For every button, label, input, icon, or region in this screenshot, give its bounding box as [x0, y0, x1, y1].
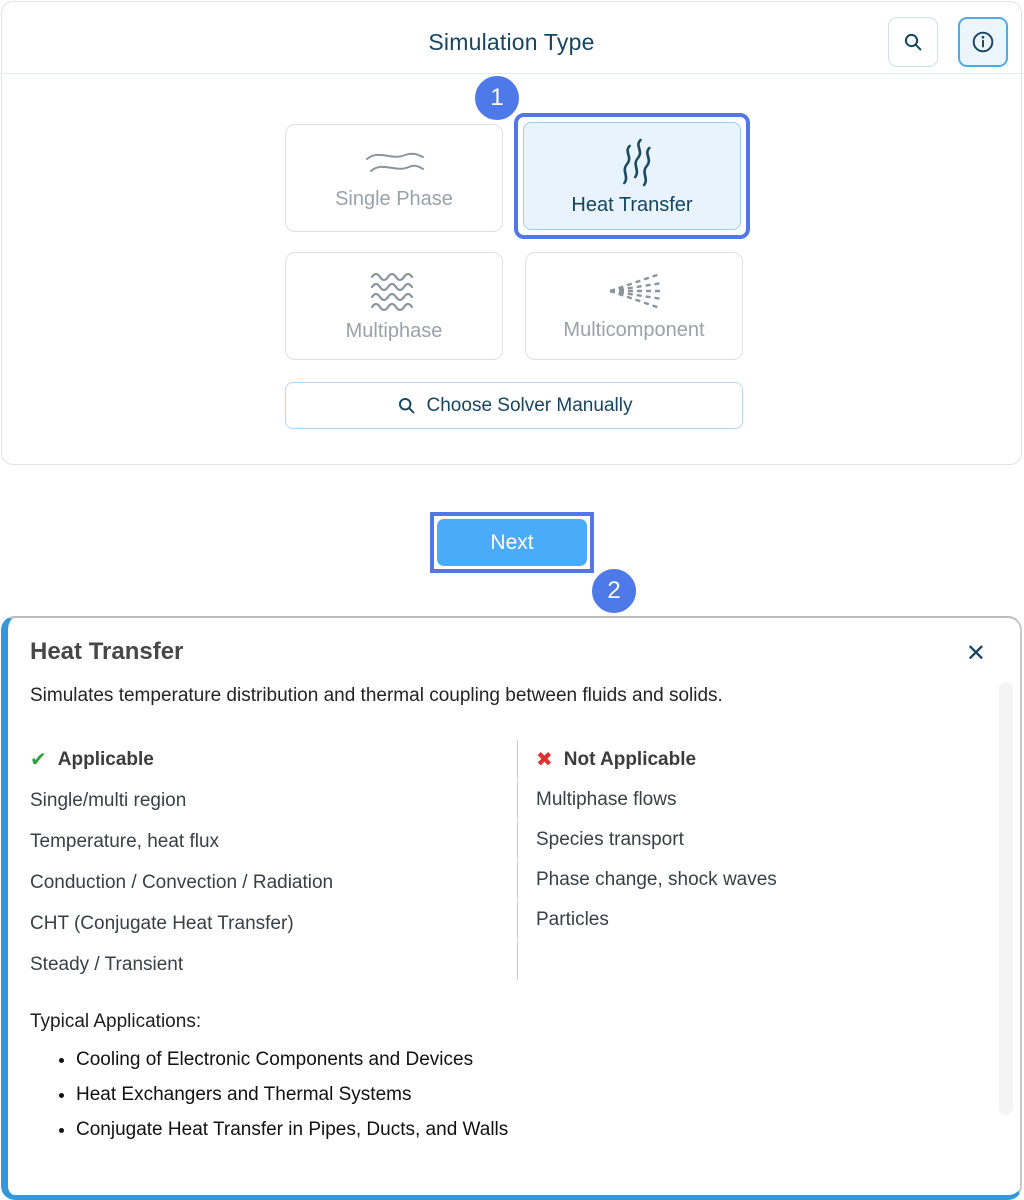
- next-button[interactable]: Next: [437, 519, 587, 566]
- scrollbar-thumb[interactable]: [999, 682, 1013, 1115]
- list-item: • Conjugate Heat Transfer in Pipes, Ducts, and Walls: [76, 1119, 986, 1141]
- list-item: Steady / Transient: [30, 953, 184, 975]
- header-divider: [3, 73, 1024, 74]
- flame-icon: [609, 136, 655, 190]
- info-panel-description: Simulates temperature distribution and thermal coupling between fluids and solids.: [30, 685, 723, 706]
- typical-applications-label: Typical Applications:: [30, 1011, 202, 1032]
- search-button[interactable]: [888, 17, 938, 67]
- card-multiphase[interactable]: [285, 252, 503, 360]
- card-heat-transfer-label: Heat Transfer: [571, 193, 693, 216]
- not-applicable-column: [517, 739, 986, 985]
- info-icon: [970, 29, 996, 55]
- flow-waves-icon: [361, 146, 427, 180]
- list-item: Particles: [517, 900, 986, 939]
- applicable-column: [30, 739, 517, 985]
- stacked-waves-icon: [368, 270, 420, 312]
- check-icon: ✔: [30, 749, 47, 771]
- simulation-type-panel: [1, 1, 1022, 465]
- applicability-columns: [30, 739, 986, 985]
- card-single-phase-label: Single Phase: [335, 187, 453, 210]
- card-multiphase-label: Multiphase: [345, 319, 443, 342]
- list-item: Multiphase flows: [517, 780, 986, 819]
- heat-transfer-info-panel: [1, 616, 1022, 1200]
- not-applicable-header: Not Applicable: [563, 748, 697, 770]
- annotation-badge-2: 2: [590, 567, 638, 615]
- card-heat-transfer[interactable]: [523, 122, 741, 230]
- page-title: Simulation Type: [428, 29, 595, 55]
- list-item: Species transport: [517, 820, 986, 859]
- list-item: Single/multi region: [30, 789, 187, 811]
- choose-solver-label: Choose Solver Manually: [426, 394, 633, 416]
- list-item: CHT (Conjugate Heat Transfer): [30, 912, 294, 934]
- close-icon[interactable]: ✕: [965, 640, 986, 667]
- card-single-phase[interactable]: [285, 124, 503, 232]
- info-button[interactable]: [958, 17, 1008, 67]
- choose-solver-button[interactable]: [285, 382, 743, 429]
- divider-segment: [517, 940, 986, 980]
- list-item: Phase change, shock waves: [517, 860, 986, 899]
- annotation-outline-next: [430, 512, 594, 573]
- typical-applications-list: [30, 1049, 986, 1141]
- list-item: • Cooling of Electronic Components and Devices: [76, 1049, 986, 1071]
- info-panel-title: Heat Transfer: [30, 638, 184, 665]
- cross-icon: ✖: [536, 749, 553, 771]
- card-multicomponent-label: Multicomponent: [563, 318, 705, 341]
- annotation-badge-1: 1: [473, 74, 521, 122]
- card-multicomponent[interactable]: [525, 252, 743, 360]
- annotation-outline-heat-transfer: [514, 113, 750, 239]
- spray-icon: [602, 271, 666, 311]
- search-icon: [396, 395, 417, 416]
- search-icon: [901, 30, 925, 54]
- applicable-header: Applicable: [57, 748, 154, 770]
- list-item: • Heat Exchangers and Thermal Systems: [76, 1084, 986, 1106]
- list-item: Conduction / Convection / Radiation: [30, 871, 334, 893]
- list-item: Temperature, heat flux: [30, 830, 220, 852]
